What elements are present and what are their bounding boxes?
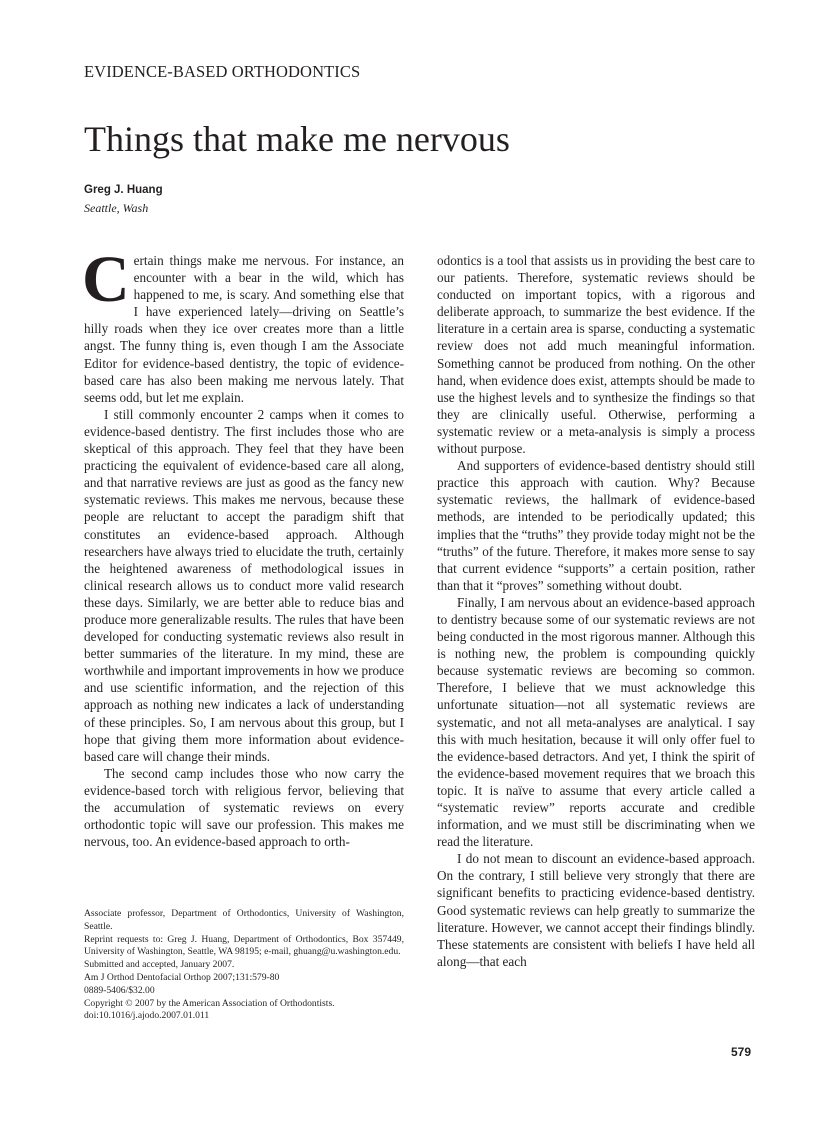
paragraph-finally: Finally, I am nervous about an evidence-based approach to dentistry because some of our systematic reviews are not being conducted in the most rigorous manner. Although this is nothing new, the problem is compounding quickly because systematic reviews are becoming so common. Therefore, I believe that we must acknowledge this unfortunate situation—not all systematic reviews are systematic, and not all meta-analyses are analytical. I say this with much hesitation, because it will only offer fuel to the evidence-based detractors. And yet, I think the spirit of the evidence-based movement requires that we broach this topic. It is naïve to assume that every article called a “systematic review” reports accurate and credible information, and we must still be discriminating when we read the literature. bbox=[437, 594, 755, 850]
footnote-price: 0889-5406/$32.00 bbox=[84, 984, 155, 996]
author-name: Greg J. Huang bbox=[84, 184, 163, 196]
drop-cap: C bbox=[82, 243, 130, 316]
paragraph-intro bbox=[82, 243, 404, 406]
paragraph-text: ertain things make me nervous. For instance, an encounter with a bear in the wild, which has happened to me, is scary. And something else that I have experienced lately—driving on Seattle’s hilly roads when they ice over creates more than a little angst. The funny thing is, even though I am the Associate Editor for evidence-based dentistry, the topic of evidence-based care has also been making me nervous lately. That seems odd, but let me explain. bbox=[84, 253, 404, 405]
page-number: 579 bbox=[731, 1045, 752, 1059]
right-column bbox=[437, 252, 755, 970]
paragraph-first-camp: I still commonly encounter 2 camps when it comes to evidence-based dentistry. The first includes those who are skeptical of this approach. They feel that they have been practicing the equivalent of evidence-based care all along, and that narrative reviews are just as good as the fancy new systematic reviews. This makes me nervous, because these people are reluctant to accept the paradigm shift that constitutes an evidence-based approach. Although researchers have always tried to elucidate the truth, certainly the heightened awareness of methodological issues in clinical research allows us to conduct more valid research these days. Similarly, we are better able to reduce bias and produce more generalizable results. The rules that have been developed for conducting systematic reviews also result in better summaries of the literature. In my mind, these are worthwhile and important improvements in how we produce and use scientific information, and the rejection of this approach as nothing new indicates a lack of understanding of these principles. So, I am nervous about this group, but I hope that giving them more information about evidence-based care will change their minds. bbox=[84, 406, 404, 764]
footnote-submitted: Submitted and accepted, January 2007. bbox=[84, 959, 235, 971]
paragraph-supporters: And supporters of evidence-based dentistry should still practice this approach with caution. Why? Because systematic reviews, the hallmark of evidence-based methods, are intended to be periodically updated; this implies that the “truths” they provide today might not be the “truths” of the future. Therefore, it makes more sense to say that current evidence “supports” a certain position, rather than that it “proves” something without doubt. bbox=[437, 458, 755, 593]
footnote-reprint: Reprint requests to: Greg J. Huang, Department of Orthodontics, Box 357449, University of Washington, Seattle, WA 98195; e-mail, ghuang@u.washington.edu. bbox=[84, 933, 404, 958]
author-location: Seattle, Wash bbox=[84, 201, 149, 215]
footnote-affiliation: Associate professor, Department of Orthodontics, University of Washington, Seattle. bbox=[84, 908, 404, 932]
footnotes bbox=[84, 908, 404, 1023]
footnote-citation: Am J Orthod Dentofacial Orthop 2007;131:579-80 bbox=[84, 971, 280, 983]
left-column bbox=[82, 243, 404, 850]
footnote-copyright: Copyright © 2007 by the American Association of Orthodontists. bbox=[84, 997, 335, 1009]
footnote-doi: doi:10.1016/j.ajodo.2007.01.011 bbox=[84, 1010, 210, 1022]
paragraph-discount: I do not mean to discount an evidence-based approach. On the contrary, I still believe very strongly that there are significant benefits to practicing evidence-based dentistry. Good systematic reviews can help greatly to summarize the literature. However, we cannot accept their findings blindly. These statements are consistent with beliefs I have held all along—that each bbox=[437, 851, 755, 969]
paragraph-second-camp: The second camp includes those who now carry the evidence-based torch with religious fervor, believing that the accumulation of systematic reviews on every orthodontic topic will save our profession. This makes me nervous, too. An evidence-based approach to orth- bbox=[84, 765, 404, 850]
paragraph-continued: odontics is a tool that assists us in providing the best care to our patients. Therefore, systematic reviews should be conducted on important topics, with a rigorous and deliberate approach, to summarize the best evidence. If the literature in a certain area is sparse, conducting a systematic review does not add much meaningful information. Something cannot be produced from nothing. On the other hand, when evidence does exist, attempts should be made to use the highest levels and to synthesize the findings so that they are clinically useful. Otherwise, performing a systematic review or a meta-analysis is simply a process without purpose. bbox=[437, 253, 755, 457]
article-title: Things that make me nervous bbox=[84, 119, 510, 159]
section-label: EVIDENCE-BASED ORTHODONTICS bbox=[84, 62, 361, 81]
